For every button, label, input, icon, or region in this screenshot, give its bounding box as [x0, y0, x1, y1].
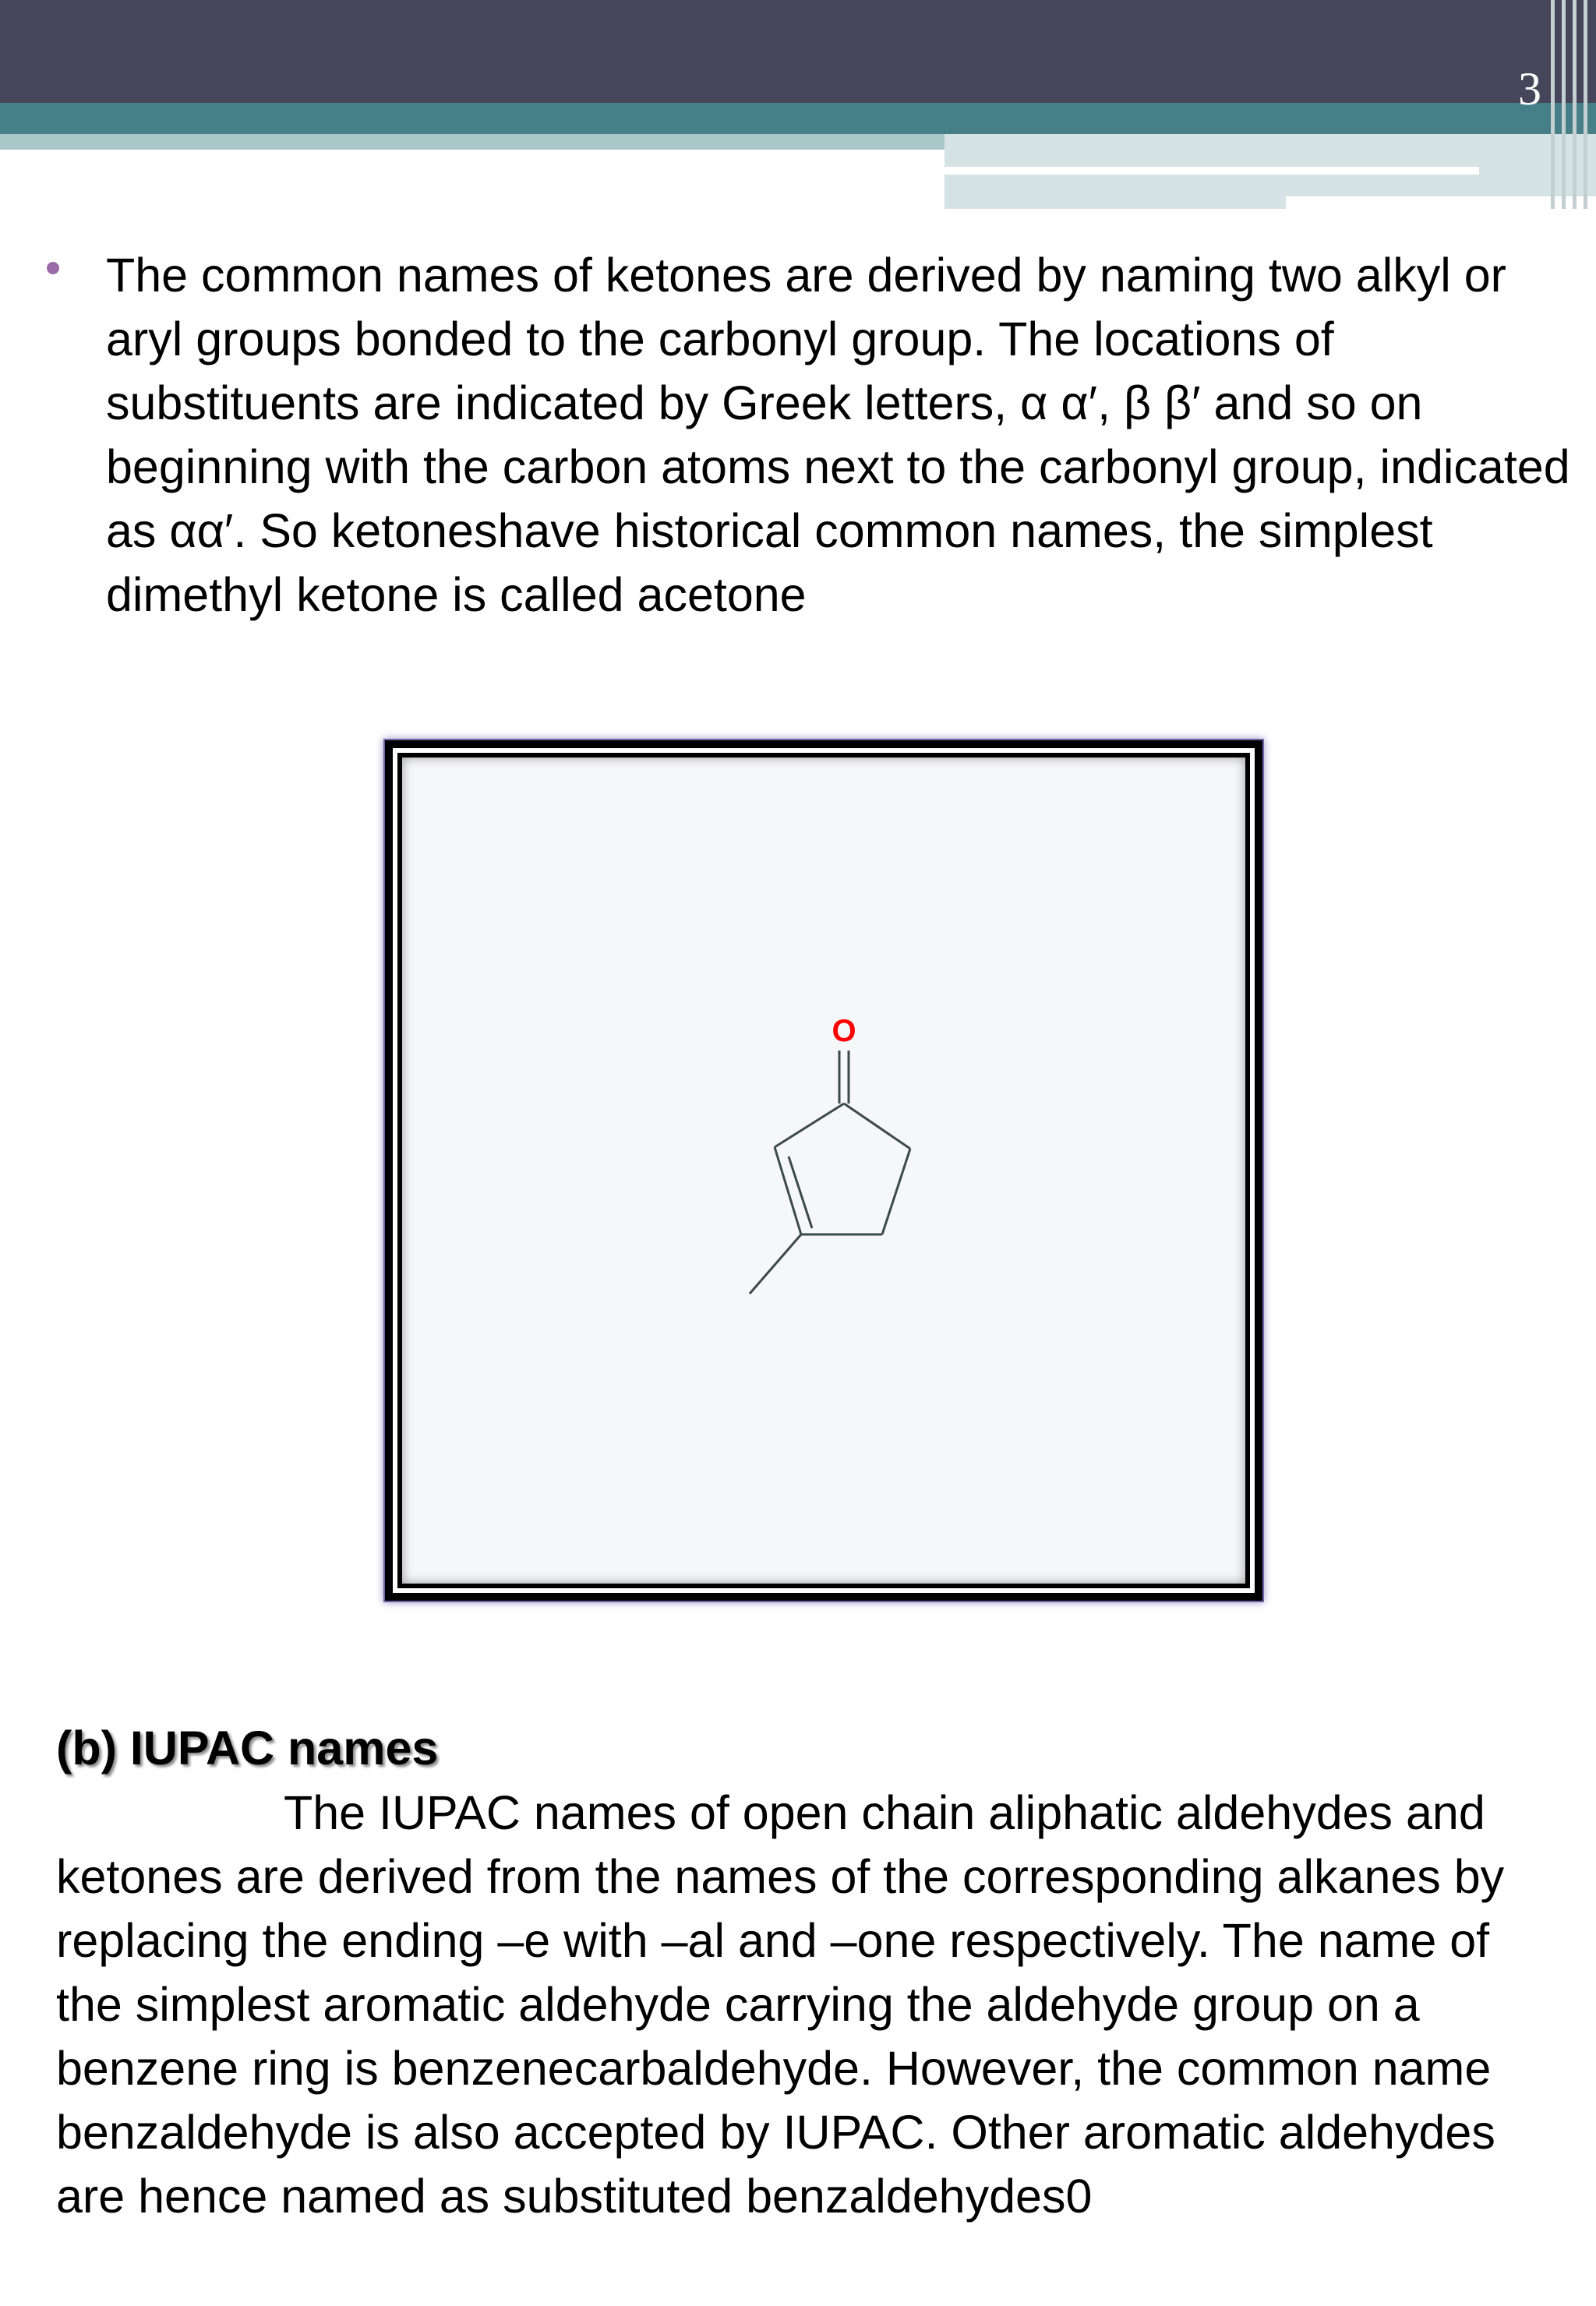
methyl-bond — [750, 1234, 801, 1294]
bullet-marker-icon — [47, 262, 59, 274]
header-vertical-line — [1584, 0, 1587, 209]
ring-bond — [775, 1147, 801, 1234]
methylcyclopentenone-structure — [402, 757, 1248, 1587]
header-white-line — [945, 167, 1479, 175]
section-paragraph-iupac: The IUPAC names of open chain aliphatic aldehydes and ketones are derived from the names of the corresponding alkanes by replacing the ending –e with –al and –one respectively. The name of the simplest aromatic aldehyde carrying the aldehyde group on a benzene ring is benzenecarbaldehyde. However, the common name benzaldehyde is also accepted by IUPAC. Other aromatic aldehydes are hence named as substituted benzaldehydes0 — [56, 1786, 1505, 2223]
bullet-text: The common names of ketones are derived by naming two alkyl or aryl groups bonded to the carbonyl group. The locations of substituents are indicated by Greek letters, α α′, β β′ and so on beginning with the carbon atoms next to the carbonyl group, indicated as αα′. So ketoneshave historical common names, the simplest dimethyl ketone is called acetone — [106, 249, 1570, 621]
oxygen-atom-label: O — [832, 1014, 856, 1048]
header-dark-band — [0, 0, 1596, 103]
ring-bond — [775, 1104, 844, 1147]
structure-figure-frame — [383, 739, 1264, 1602]
ring-bond — [844, 1104, 910, 1149]
header-vertical-line — [1551, 0, 1555, 209]
ring-bond — [882, 1149, 910, 1234]
structure-figure-canvas — [402, 757, 1245, 1584]
structure-figure-inner-border — [393, 748, 1255, 1593]
header-teal-band — [0, 103, 1596, 134]
slide-number: 3 — [1518, 63, 1541, 115]
header-vertical-line — [1573, 0, 1577, 209]
header-white-block — [1286, 196, 1596, 209]
header-vertical-line — [1562, 0, 1566, 209]
header-light-strip — [0, 134, 945, 150]
section-heading-iupac: (b) IUPAC names — [56, 1722, 439, 1775]
ring-double-bond-inner — [789, 1157, 812, 1228]
